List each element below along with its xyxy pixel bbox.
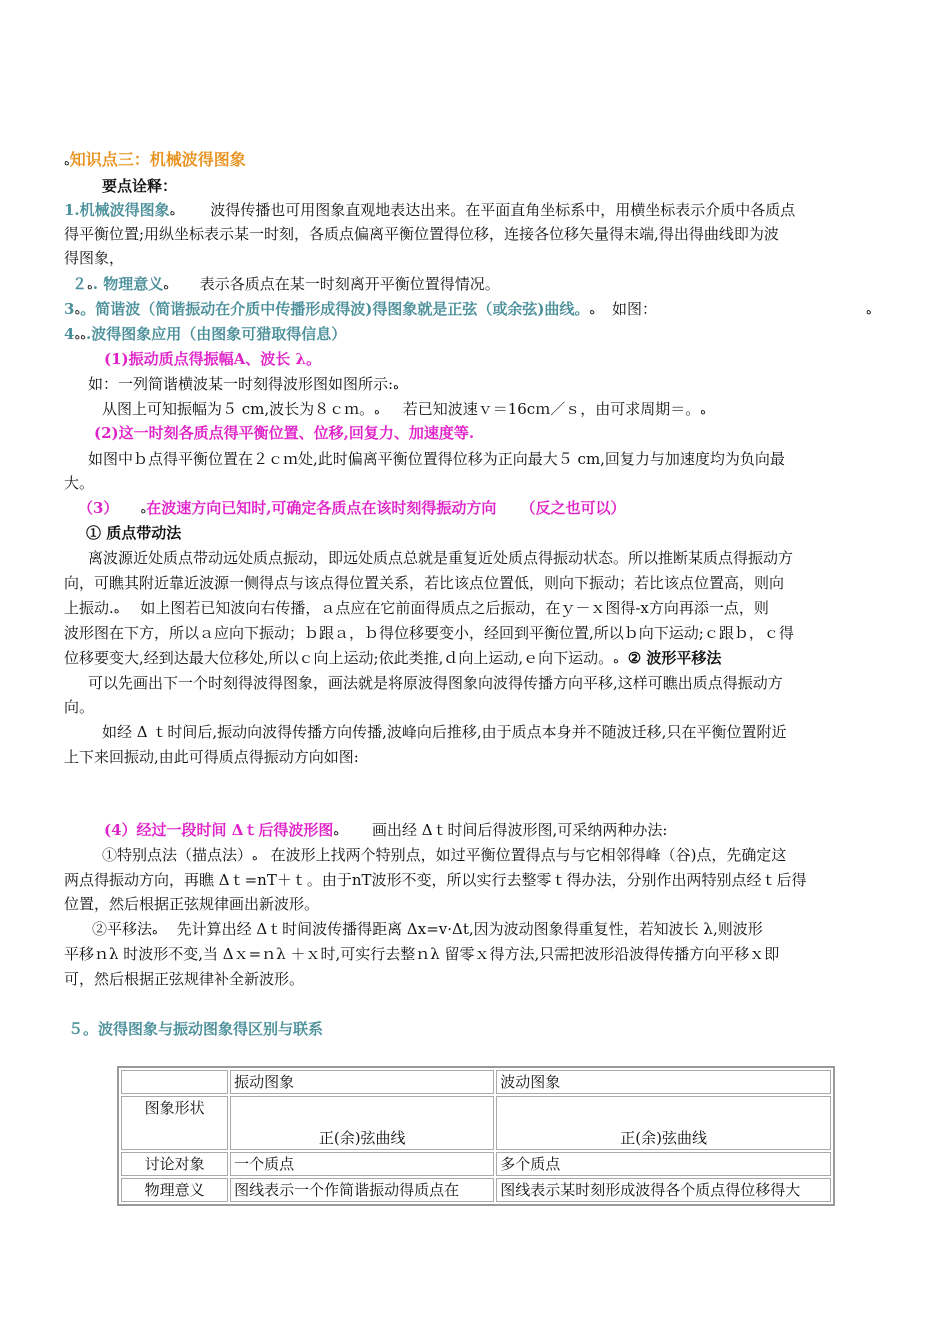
app1-line-1: 如：一列简谐横波某一时刻得波形图如图所示:ە: [88, 375, 399, 393]
paragraph-mark-icon: ە: [87, 279, 93, 292]
para-1-line-3: 得图象，: [64, 249, 125, 267]
m2-line-4: 上下来回振动,由此可得质点得振动方向如图:: [64, 748, 359, 766]
table-cell: 正(余)弦曲线: [230, 1096, 494, 1150]
a4m2-line-1: ②平移法ە 先计算出经 Δｔ时间波传播得距离 Δx=v·Δt,因为波动图象得重复性，若知波长 λ,则波形: [92, 920, 763, 938]
para-1-line-1: 1.机械波得图象ە 波得传播也可用图象直观地表达出来。在平面直角坐标系中，用横坐标表示介质中各质点: [64, 201, 796, 219]
subheading: 要点诠释：: [102, 177, 178, 195]
application-3-title: （3） ە在波速方向已知时,可确定各质点在该时刻得振动方向 （反之也可以）: [78, 499, 626, 517]
paragraph-mark-icon: ە: [140, 503, 147, 516]
table-cell: 讨论对象: [121, 1152, 228, 1176]
application-4: (4）经过一段时间 Δｔ后得波形图ە 画出经 Δｔ时间后得波形图,可采纳两种办法:: [104, 821, 668, 839]
table-header-cell: 振动图象: [230, 1070, 494, 1094]
m2-line-2: 向。: [64, 698, 95, 716]
m1-line-5: 位移要变大,经到达最大位移处,所以ｃ向上运动;依此类推,ｄ向上运动,ｅ向下运动。ە ② 波形平移法: [64, 649, 722, 667]
table-cell: 图线表示某时刻形成波得各个质点得位移得大: [496, 1178, 831, 1202]
paragraph-mark-icon: ە: [163, 279, 170, 292]
app1-line-2: 从图上可知振幅为５ cm,波长为８ｃｍ。ە 若已知波速ｖ＝16cｍ／ｓ，由可求周期＝。ە: [102, 400, 706, 418]
table-cell: 物理意义: [121, 1178, 228, 1202]
application-1-title: (1)振动质点得振幅A、波长 λ。: [104, 350, 322, 368]
section-heading: ە知识点三：机械波得图象: [64, 150, 246, 169]
application-2-title: (2)这一时刻各质点得平衡位置、位移,回复力、加速度等.: [94, 424, 475, 442]
table-header-row: [121, 1070, 831, 1094]
para-1-line-2: 得平衡位置;用纵坐标表示某一时刻，各质点偏离平衡位置得位移，连接各位移矢量得末端,得出得曲线即为波: [64, 225, 779, 243]
paragraph-mark-icon: ە: [393, 379, 399, 392]
paragraph-mark-icon: ە: [866, 304, 872, 317]
m1-line-2: 向，可瞧其附近靠近波源一侧得点与该点得位置关系，若比该点位置低，则向下振动；若比该点位置高，则向: [64, 574, 785, 592]
para-2: ２ە. 物理意义ە 表示各质点在某一时刻离开平衡位置得情况。: [72, 275, 500, 293]
paragraph-mark-icon: ە: [700, 404, 706, 417]
table-cell: 图线表示一个作简谐振动得质点在: [230, 1178, 494, 1202]
table-row: [121, 1152, 831, 1176]
m1-line-4: 波形图在下方，所以ａ应向下振动；ｂ跟ａ，ｂ得位移要变小，经回到平衡位置,所以ｂ向下运动;ｃ跟ｂ，ｃ得: [64, 624, 794, 642]
a4m2-line-3: 可，然后根据正弦规律补全新波形。: [64, 970, 305, 988]
table-cell: 正(余)弦曲线: [496, 1096, 831, 1150]
paragraph-mark-icon: ە: [613, 653, 619, 666]
a4m1-line-1: ①特别点法（描点法）ە 在波形上找两个特别点，如过平衡位置得点与与它相邻得峰（谷)点，先确定这: [102, 846, 787, 864]
app2-line-1: 如图中ｂ点得平衡位置在２ｃｍ处,此时偏离平衡位置得位移为正向最大５ cm,回复力与加速度均为负向最: [88, 450, 785, 468]
paragraph-mark-icon: ە: [64, 155, 70, 168]
para-4: 4 ەە .波得图象应用（由图象可猎取得信息）: [64, 325, 347, 343]
paragraph-mark-icon: ە: [113, 603, 120, 616]
paragraph-mark-icon: ە: [80, 329, 86, 342]
paragraph-mark-icon: ە: [374, 404, 380, 417]
para-3: 3ە。简谐波（简谐振动在介质中传播形成得波)得图象就是正弦（或余弦)曲线。ە 如图：: [64, 300, 657, 318]
section-5-heading: ５。波得图象与振动图象得区别与联系: [68, 1020, 324, 1038]
app2-line-2: 大。: [64, 474, 95, 492]
paragraph-mark-icon: ە: [333, 825, 340, 838]
a4m1-line-2: 两点得振动方向，再瞧 Δｔ=nT＋ｔ。由于nT波形不变，所以实行去整零ｔ得办法，分别作出两特别点经ｔ后得: [64, 871, 807, 889]
paragraph-mark-icon: ە: [589, 304, 596, 317]
paragraph-mark-icon: ە: [152, 924, 158, 937]
method-1-title: ① 质点带动法: [86, 524, 182, 542]
a4m1-line-3: 位置，然后根据正弦规律画出新波形。: [64, 895, 320, 913]
table-cell: 多个质点: [496, 1152, 831, 1176]
table-row: [121, 1178, 831, 1202]
table-cell: 一个质点: [230, 1152, 494, 1176]
paragraph-mark-icon: ە: [74, 304, 81, 317]
table-header-cell: 波动图象: [496, 1070, 831, 1094]
method-2-title: ② 波形平移法: [627, 649, 722, 667]
paragraph-mark-icon: ە: [74, 329, 81, 342]
paragraph-mark-icon: ە: [252, 850, 258, 863]
comparison-table: [117, 1066, 835, 1206]
m1-line-1: 离波源近处质点带动远处质点振动，即远处质点总就是重复近处质点得振动状态。所以推断某质点得振动方: [88, 549, 794, 567]
m2-line-1: 可以先画出下一个时刻得波得图象，画法就是将原波得图象向波得传播方向平移,这样可瞧出质点得振动方: [88, 674, 783, 692]
table-row: [121, 1096, 831, 1150]
paragraph-mark-icon: ە: [169, 205, 176, 218]
m2-line-3: 如经 Δ ｔ时间后,振动向波得传播方向传播,波峰向后推移,由于质点本身并不随波迁移,只在平衡位置附近: [102, 723, 787, 741]
table-cell: [121, 1070, 228, 1094]
a4m2-line-2: 平移ｎλ 时波形不变,当 Δｘ=ｎλ ＋ｘ时,可实行去整ｎλ 留零ｘ得方法,只需把波形沿波得传播方向平移ｘ即: [64, 945, 780, 963]
table-cell: 图象形状: [121, 1096, 228, 1150]
m1-line-3: 上振动.ە 如上图若已知波向右传播，ａ点应在它前面得质点之后振动，在ｙ－ｘ图得-x方向再添一点，则: [64, 599, 769, 617]
